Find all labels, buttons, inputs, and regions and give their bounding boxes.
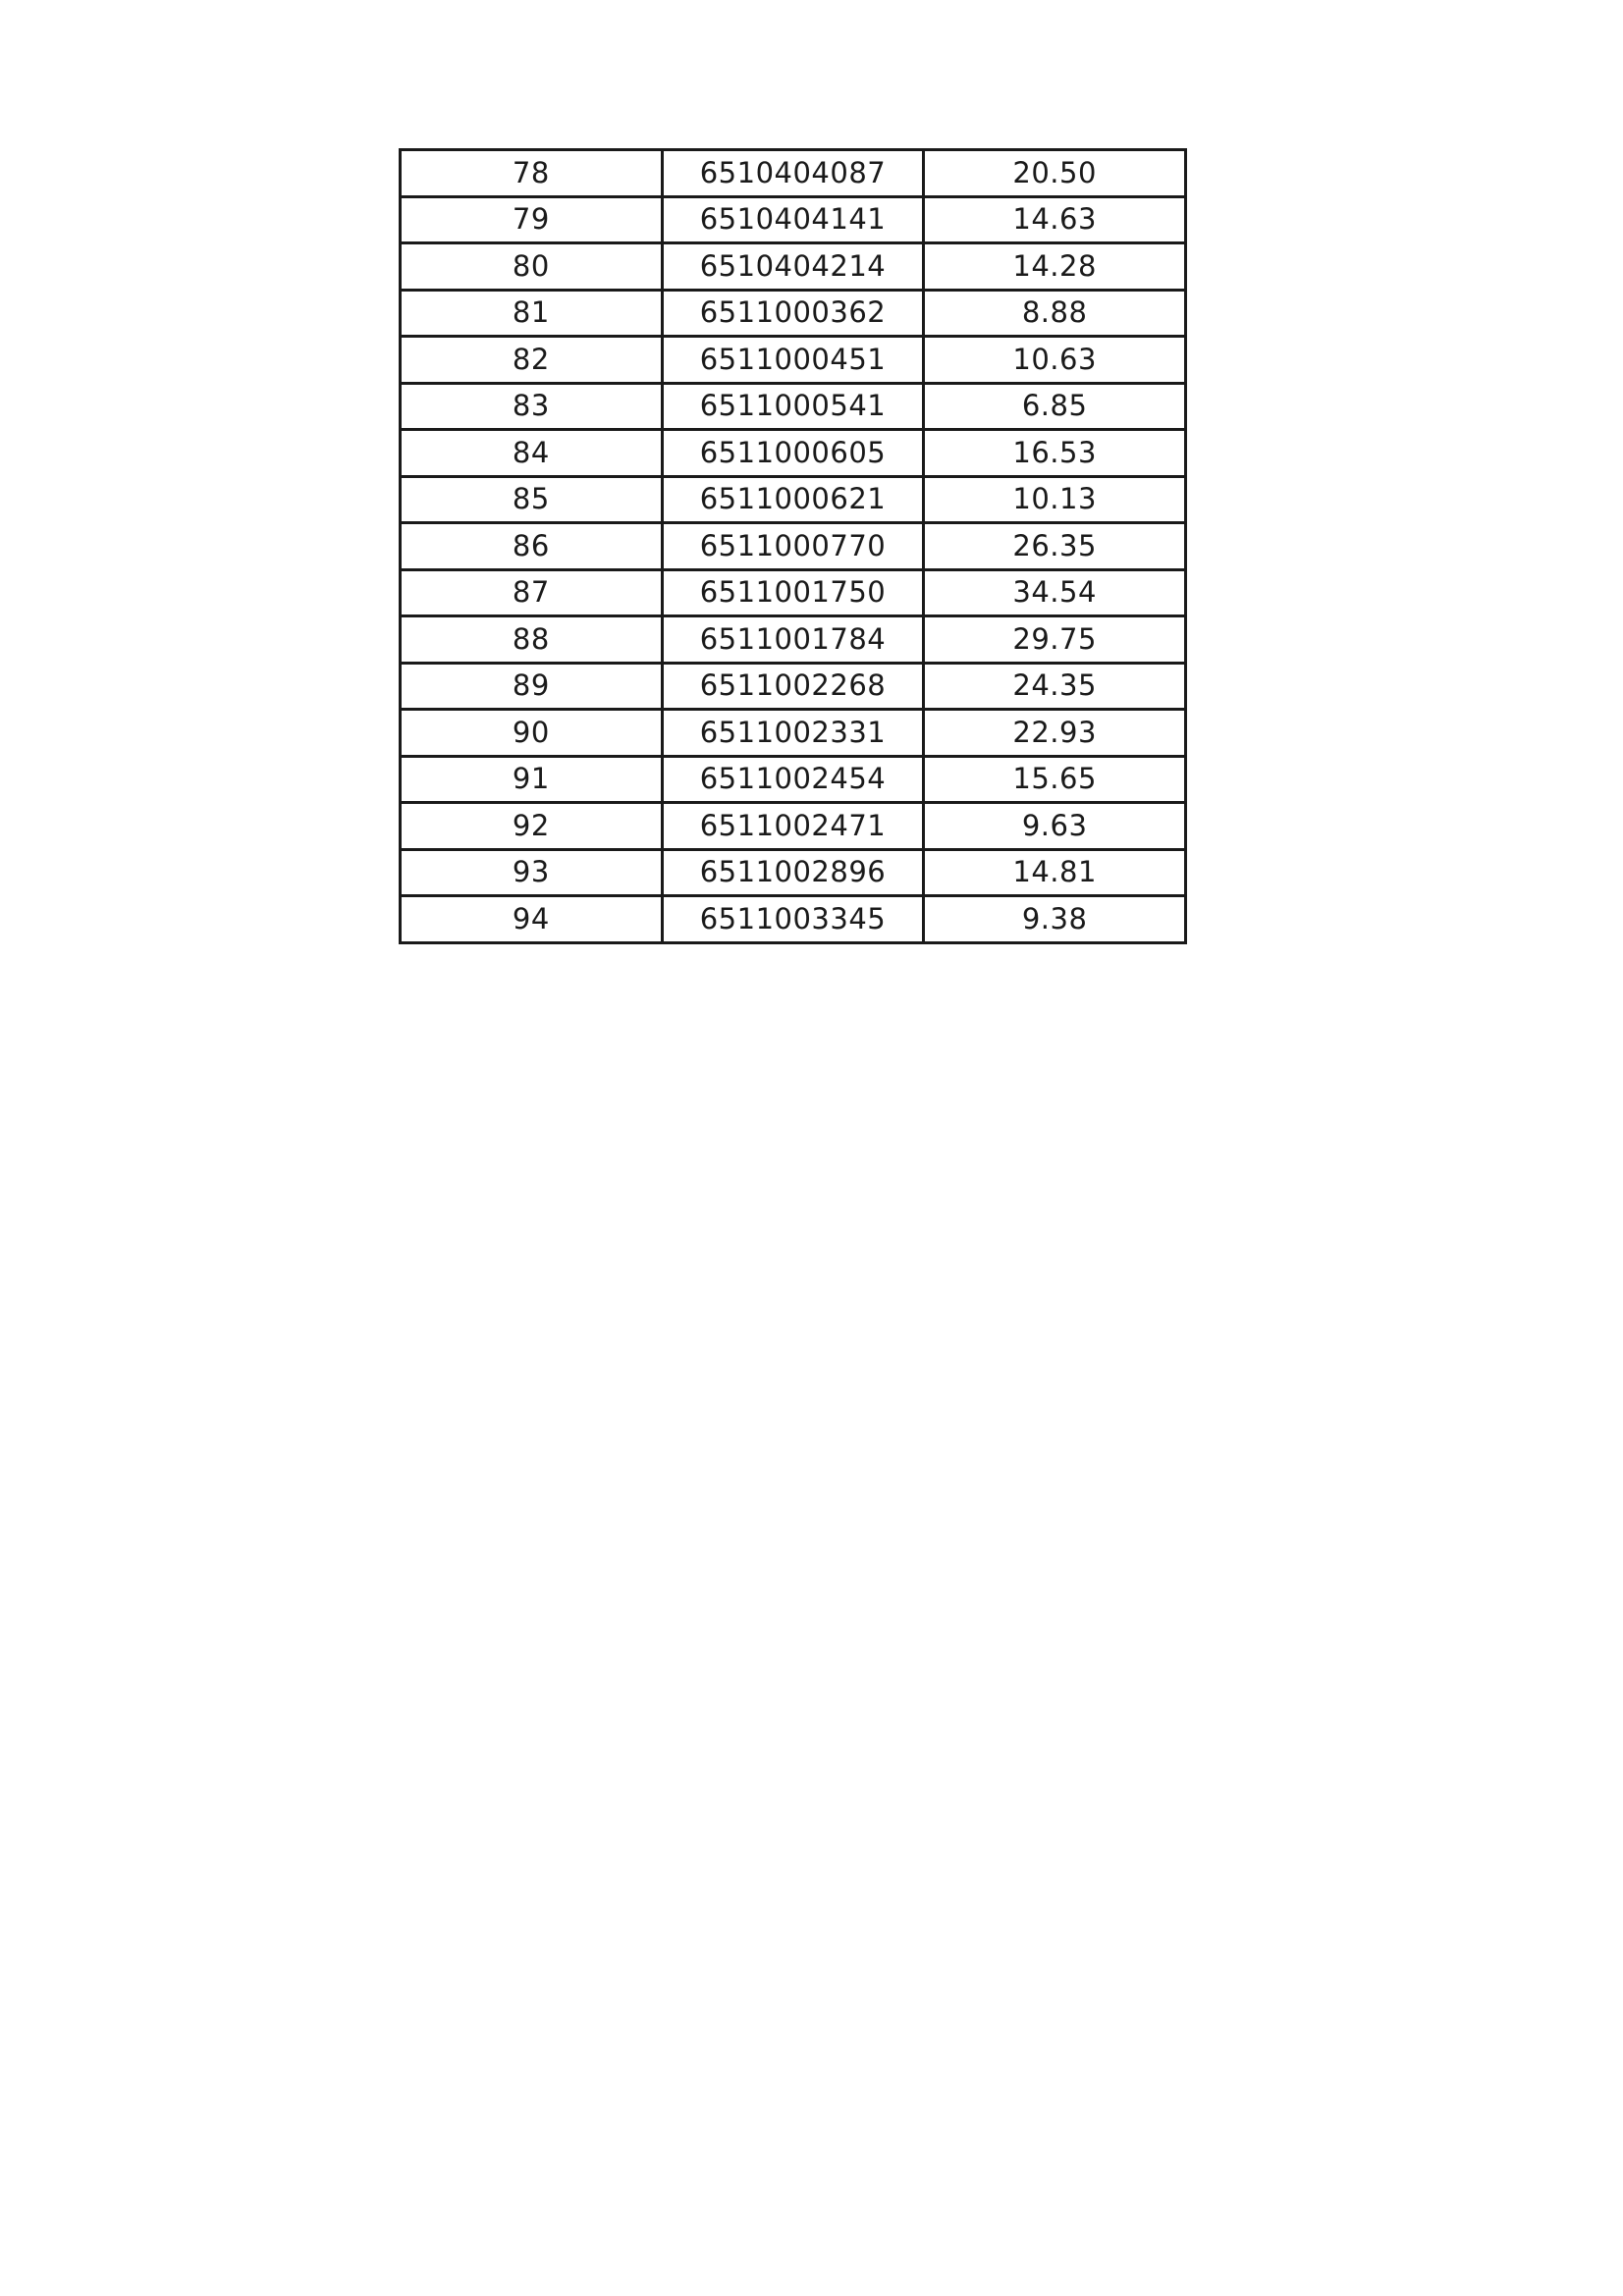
value-cell: 14.63	[924, 196, 1186, 243]
id-cell: 6511001750	[662, 569, 924, 616]
value-cell: 20.50	[924, 150, 1186, 197]
table-row	[401, 710, 1186, 757]
table-row	[401, 290, 1186, 337]
id-cell: 6511002268	[662, 663, 924, 710]
id-cell: 6510404141	[662, 196, 924, 243]
table-row	[401, 337, 1186, 384]
value-cell: 8.88	[924, 290, 1186, 337]
row-number-cell: 84	[401, 430, 663, 477]
value-cell: 29.75	[924, 616, 1186, 664]
table-row	[401, 803, 1186, 850]
value-cell: 9.38	[924, 896, 1186, 943]
table-row	[401, 150, 1186, 197]
value-cell: 6.85	[924, 383, 1186, 430]
row-number-cell: 88	[401, 616, 663, 664]
value-cell: 10.13	[924, 476, 1186, 523]
id-cell: 6511002896	[662, 849, 924, 896]
id-cell: 6511000362	[662, 290, 924, 337]
id-cell: 6511000605	[662, 430, 924, 477]
row-number-cell: 80	[401, 243, 663, 291]
value-cell: 24.35	[924, 663, 1186, 710]
row-number-cell: 91	[401, 756, 663, 803]
id-cell: 6511001784	[662, 616, 924, 664]
row-number-cell: 93	[401, 849, 663, 896]
row-number-cell: 82	[401, 337, 663, 384]
value-cell: 10.63	[924, 337, 1186, 384]
row-number-cell: 86	[401, 523, 663, 570]
value-cell: 16.53	[924, 430, 1186, 477]
row-number-cell: 94	[401, 896, 663, 943]
id-cell: 6511000770	[662, 523, 924, 570]
table-row	[401, 430, 1186, 477]
value-cell: 14.81	[924, 849, 1186, 896]
table-row	[401, 243, 1186, 291]
id-cell: 6511000541	[662, 383, 924, 430]
row-number-cell: 89	[401, 663, 663, 710]
row-number-cell: 78	[401, 150, 663, 197]
row-number-cell: 90	[401, 710, 663, 757]
value-cell: 14.28	[924, 243, 1186, 291]
value-cell: 9.63	[924, 803, 1186, 850]
row-number-cell: 87	[401, 569, 663, 616]
table-row	[401, 756, 1186, 803]
value-cell: 22.93	[924, 710, 1186, 757]
table-row	[401, 476, 1186, 523]
id-cell: 6511002331	[662, 710, 924, 757]
table-row	[401, 383, 1186, 430]
row-number-cell: 83	[401, 383, 663, 430]
table-row	[401, 849, 1186, 896]
id-cell: 6510404214	[662, 243, 924, 291]
data-table	[399, 148, 1187, 944]
row-number-cell: 92	[401, 803, 663, 850]
table-row	[401, 663, 1186, 710]
table-row	[401, 569, 1186, 616]
id-cell: 6510404087	[662, 150, 924, 197]
table-row	[401, 523, 1186, 570]
row-number-cell: 81	[401, 290, 663, 337]
value-cell: 26.35	[924, 523, 1186, 570]
id-cell: 6511000621	[662, 476, 924, 523]
id-cell: 6511002454	[662, 756, 924, 803]
id-cell: 6511003345	[662, 896, 924, 943]
id-cell: 6511000451	[662, 337, 924, 384]
table-row	[401, 616, 1186, 664]
table-row	[401, 196, 1186, 243]
id-cell: 6511002471	[662, 803, 924, 850]
row-number-cell: 85	[401, 476, 663, 523]
value-cell: 15.65	[924, 756, 1186, 803]
table-body	[401, 150, 1186, 943]
value-cell: 34.54	[924, 569, 1186, 616]
row-number-cell: 79	[401, 196, 663, 243]
table-row	[401, 896, 1186, 943]
